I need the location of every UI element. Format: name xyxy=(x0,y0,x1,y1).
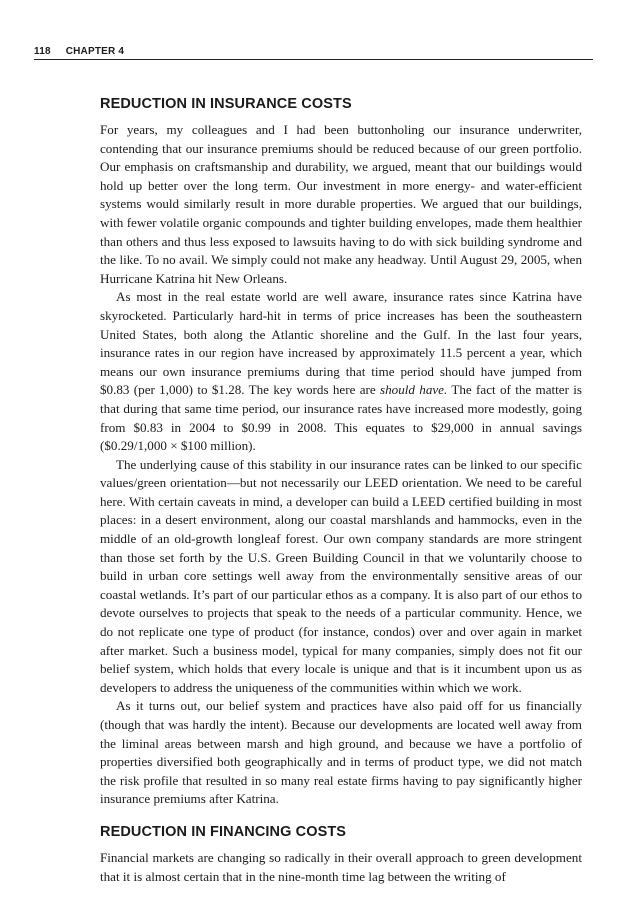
chapter-label: CHAPTER 4 xyxy=(65,46,125,57)
page-number: 118 xyxy=(34,46,51,57)
paragraph-text: The fact of the matter is that during that same time period, our insurance rates have increased more modestly, going from $0.83 in 2004 to $0.99 in 2008. This equates to $29,000 in annual savings ($0.29/1,000 × $100 million). xyxy=(100,382,583,454)
paragraph-text: As most in the real estate world are well aware, insurance rates since Katrina have skyrocketed. Particularly hard-hit in terms of price increases has been the southeastern United States, both along the Atlantic shoreline and the Gulf. In the last four years, insurance rates in our region have increased by approximately 11.5 percent a year, which means our own insurance premiums during that time period should have jumped from $0.83 (per 1,000) to $1.28. The key words here are xyxy=(100,289,582,398)
emphasis-text: should have. xyxy=(380,382,448,398)
page-body xyxy=(100,95,582,886)
paragraph xyxy=(100,288,582,455)
paragraph: Financial markets are changing so radically in their overall approach to green development that it is almost certain that in the nine-month time lag between the writing of xyxy=(100,849,582,884)
paragraph: As it turns out, our belief system and practices have also paid off for us financially (though that was hardly the intent). Because our developments are located well away from the liminal areas between marsh and high ground, and because we have a portfolio of properties diversified both geographically and in terms of product type, we did not match the risk profile that resulted in so many real estate firms having to pay significantly higher insurance premiums after Katrina. xyxy=(100,698,582,807)
section-heading-insurance: REDUCTION IN INSURANCE COSTS xyxy=(100,96,352,112)
running-head xyxy=(34,46,593,60)
section-heading-financing: REDUCTION IN FINANCING COSTS xyxy=(100,823,347,840)
paragraph: The underlying cause of this stability in our insurance rates can be linked to our specific values/green orientation—but not necessarily our LEED orientation. We need to be careful here. With certain caveats in mind, a developer can build a LEED certified building in most places: in a desert environment, along our coastal marshlands and hammocks, even in the middle of an old-growth longleaf forest. Our own company standards are more stringent than those set forth by the U.S. Green Building Council in that we voluntarily choose to build in urban core settings well away from the environmentally sensitive areas of our coastal wetlands. It’s part of our particular ethos as a company. It is also part of our ethos to devote ourselves to projects that speak to the needs of a particular community. Hence, we do not replicate one type of product (for instance, condos) over and over again in market after market. Such a business model, typical for many companies, simply does not fit our belief system, which holds that every locale is unique and that is it incumbent upon us as developers to address the uniqueness of the communities within which we work. xyxy=(100,456,582,695)
paragraph: For years, my colleagues and I had been buttonholing our insurance underwriter, contending that our insurance premiums should be reduced because of our green portfolio. Our emphasis on craftsmanship and durability, we argued, meant that our buildings would hold up better over the long term. Our investment in more energy- and water-efficient systems would similarly result in more durable properties. We argued that our buildings, with fewer volatile organic compounds and tighter building envelopes, made them healthier than others and thus less exposed to lawsuits having to do with sick building syndrome and the like. To no avail. We simply could not make any headway. Until August 29, 2005, when Hurricane Katrina hit New Orleans. xyxy=(100,122,582,286)
